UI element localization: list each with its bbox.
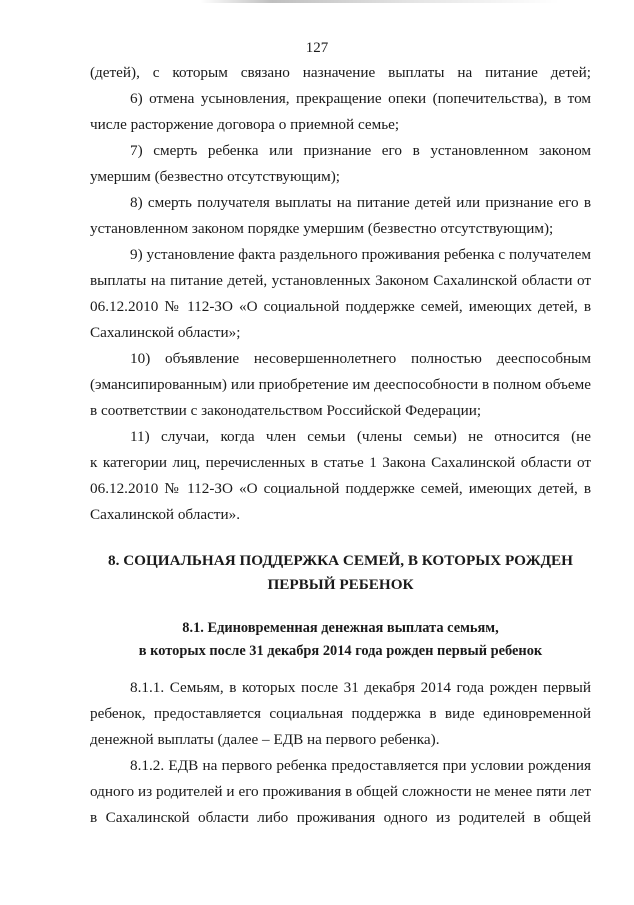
section-heading	[90, 549, 591, 597]
text-line: Сахалинской области»;	[90, 324, 241, 341]
text-line: 7) смерть ребенка или признание его в установленном законом	[130, 142, 591, 159]
subsection-heading-line: 8.1. Единовременная денежная выплата семьям,	[182, 620, 499, 636]
page-number: 127	[305, 40, 329, 56]
subsection-heading-line: в которых после 31 декабря 2014 года рожден первый ребенок	[138, 643, 543, 659]
body-text-block-2	[90, 675, 591, 831]
text-line: 11) случаи, когда член семьи (члены семьи) не относится (не	[130, 428, 591, 445]
text-line: денежной выплаты (далее – ЕДВ на первого ребенка).	[90, 731, 440, 748]
text-line: 8.1.1. Семьям, в которых после 31 декабря 2014 года рожден первый	[130, 679, 591, 696]
text-line: (детей), с которым связано назначение выплаты на питание детей;	[90, 64, 591, 81]
text-line: умершим (безвестно отсутствующим);	[90, 168, 341, 185]
text-line: в Сахалинской области либо проживания одного из родителей в общей	[90, 809, 591, 826]
text-line: Сахалинской области».	[90, 506, 240, 523]
section-heading-line: ПЕРВЫЙ РЕБЕНОК	[267, 576, 414, 593]
subsection-heading	[90, 617, 591, 663]
text-line: 8) смерть получателя выплаты на питание детей или признание его в	[130, 194, 591, 211]
text-line: выплаты на питание детей, установленных Законом Сахалинской области от	[90, 272, 591, 289]
body-text-block	[90, 60, 591, 528]
text-line: 06.12.2010 № 112-ЗО «О социальной поддержке семей, имеющих детей, в	[90, 480, 591, 497]
text-line: 6) отмена усыновления, прекращение опеки (попечительства), в том	[130, 90, 591, 107]
section-heading-line: 8. СОЦИАЛЬНАЯ ПОДДЕРЖКА СЕМЕЙ, В КОТОРЫХ РОЖДЕН	[108, 552, 573, 569]
text-line: 06.12.2010 № 112-ЗО «О социальной поддержке семей, имеющих детей, в	[90, 298, 591, 315]
text-line: 9) установление факта раздельного проживания ребенка с получателем	[130, 246, 591, 263]
text-line: числе расторжение договора о приемной семье;	[90, 116, 400, 133]
text-line: ребенок, предоставляется социальная поддержка в виде единовременной	[90, 705, 591, 722]
text-line: одного из родителей и его проживания в общей сложности не менее пяти лет	[90, 783, 591, 800]
scan-artifact	[200, 0, 560, 3]
text-line: в соответствии с законодательством Российской Федерации;	[90, 402, 482, 419]
text-line: (эмансипированным) или приобретение им дееспособности в полном объеме	[90, 376, 591, 393]
text-line: установленном законом порядке умершим (безвестно отсутствующим);	[90, 220, 554, 237]
text-line: к категории лиц, перечисленных в статье 1 Закона Сахалинской области от	[90, 454, 591, 471]
text-line: 10) объявление несовершеннолетнего полностью дееспособным	[130, 350, 591, 367]
text-line: 8.1.2. ЕДВ на первого ребенка предоставляется при условии рождения	[130, 757, 591, 774]
